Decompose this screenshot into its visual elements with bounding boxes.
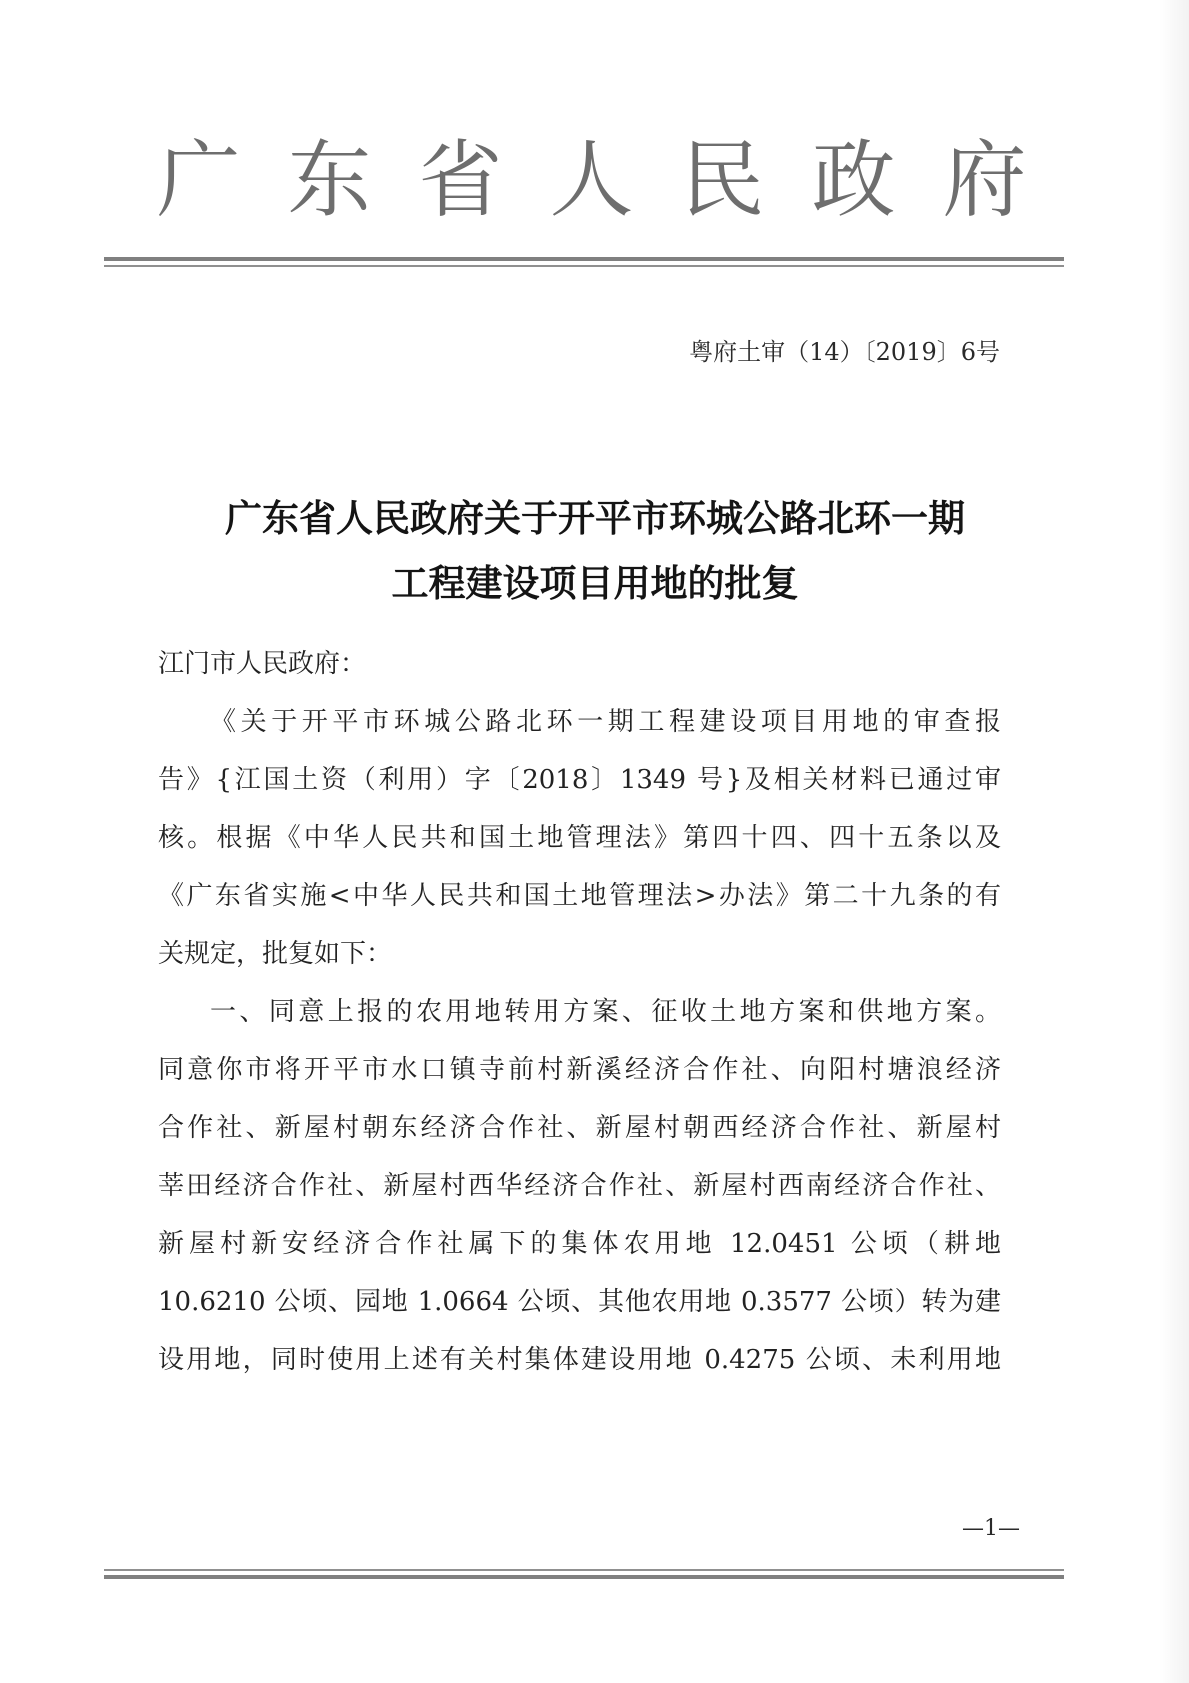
letterhead-org-name: 广东省人民政府 xyxy=(156,131,1074,229)
body-line: 合作社、新屋村朝东经济合作社、新屋村朝西经济合作社、新屋村 xyxy=(158,1113,1001,1143)
body-line: 关规定，批复如下： xyxy=(158,939,393,969)
body-line: 《广东省实施<中华人民共和国土地管理法>办法》第二十九条的有 xyxy=(158,881,1001,911)
body-line: 同意你市将开平市水口镇寺前村新溪经济合作社、向阳村塘浪经济 xyxy=(158,1055,1001,1085)
page-number: —1— xyxy=(962,1516,1020,1541)
footer-rule-thin xyxy=(104,1569,1064,1571)
body-line: 一、同意上报的农用地转用方案、征收土地方案和供地方案。 xyxy=(210,997,1001,1027)
letterhead-rule-thick xyxy=(104,257,1064,261)
document-number: 粤府土审（14）〔2019〕6号 xyxy=(689,338,1000,366)
document-title-line-1: 广东省人民政府关于开平市环城公路北环一期 xyxy=(225,497,965,540)
body-line: 莘田经济合作社、新屋村西华经济合作社、新屋村西南经济合作社、 xyxy=(158,1171,1001,1201)
scan-edge-shade xyxy=(1159,0,1189,1683)
body-line: 核。根据《中华人民共和国土地管理法》第四十四、四十五条以及 xyxy=(158,823,1001,853)
recipient: 江门市人民政府： xyxy=(158,649,367,679)
document-title-line-2: 工程建设项目用地的批复 xyxy=(391,562,799,605)
body-line: 10.6210 公顷、园地 1.0664 公顷、其他农用地 0.3577 公顷）转为建 xyxy=(158,1287,1001,1317)
letterhead-rule-thin xyxy=(104,265,1064,267)
footer-rule-thick xyxy=(104,1575,1064,1579)
body-line: 设用地，同时使用上述有关村集体建设用地 0.4275 公顷、未利用地 xyxy=(158,1345,1001,1375)
body-line: 告》{江国土资（利用）字〔2018〕1349 号}及相关材料已通过审 xyxy=(158,765,1001,795)
body-line: 新屋村新安经济合作社属下的集体农用地 12.0451 公顷（耕地 xyxy=(158,1229,1001,1259)
body-line: 《关于开平市环城公路北环一期工程建设项目用地的审查报 xyxy=(210,707,1001,737)
